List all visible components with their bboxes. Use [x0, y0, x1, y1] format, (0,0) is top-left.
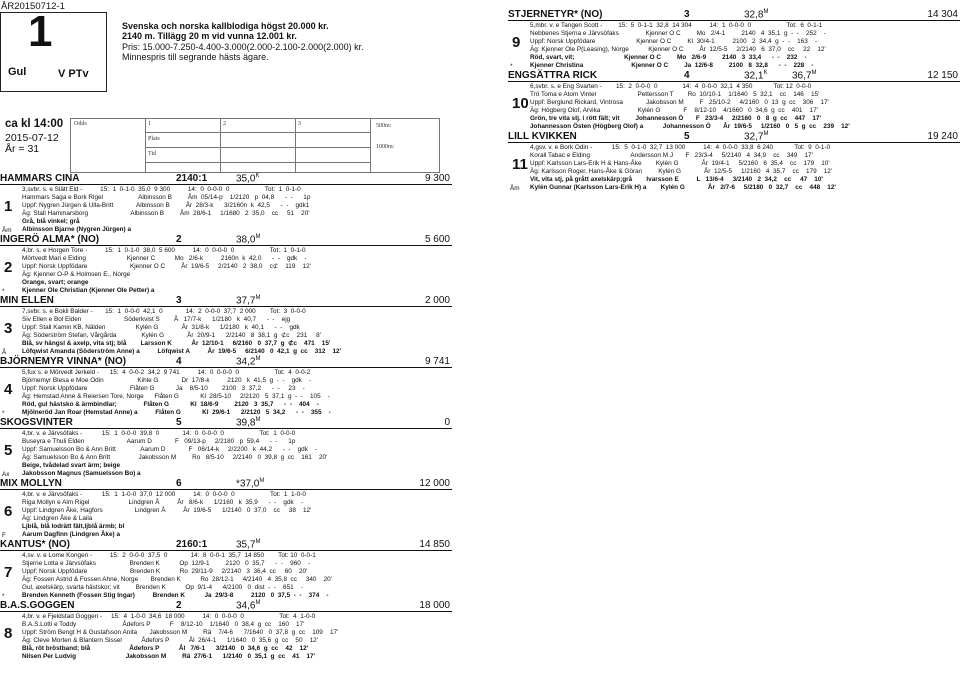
record-suffix: M	[763, 131, 769, 137]
bet-type: V PTv	[58, 68, 89, 80]
horse-line: 4,br. v. e Järvsöfaks - 15: 1 1-0-0 37,0 12 000 14: 0 0-0-0 0 Tot: 1 1-0-0	[22, 491, 306, 498]
shoe-prefix: *	[2, 410, 5, 417]
start-number: 9	[512, 34, 521, 51]
start-number: 8	[4, 625, 13, 642]
col-1-label: 1	[148, 121, 151, 127]
horse-line: Johannesson Östen (Högberg Olof) a Johannesson Ö År 19/6-5 1/2160 0 5 g ᴄᴄ 239 12'	[530, 123, 850, 130]
horse-entry	[0, 479, 452, 540]
horse-distance: 3	[176, 295, 182, 306]
horse-line: Nilsen Per Ludvig Jakobsson M Rä 27/6-1 1/2140 0 35,1 g ᴄᴄ 41 17'	[22, 653, 316, 660]
horse-line: Uppf: Lindgren Åke, Hagfors Lindgren Å År 19/6-5 1/2140 0 37,0 ᴄᴄ 38 12'	[22, 507, 312, 514]
record-suffix: M	[811, 70, 817, 76]
horse-header	[0, 296, 452, 307]
shoe-prefix: *	[2, 593, 5, 600]
horse-line: Äg: Söderström Stefan, Vårgårda Kylén G År 20/9-1 2/2140 8 38,1 g ⊄ᴄ 231 8'	[22, 332, 321, 339]
horse-line: Uppf: Ström Bengt H & Gustafsson Anita Jakobsson M Rä 7/4-6 7/1640 0 37,8 g ᴄᴄ 109 17'	[22, 629, 339, 636]
horse-line: Nebbenes Stjerna e Järvsöfaks Kjenner O C Mo 2/4-1 2140 4 35,1 g - - 252 -	[530, 30, 826, 37]
horse-entry	[508, 10, 960, 71]
record-suffix: M	[255, 600, 261, 606]
horse-name: HAMMARS CINA	[0, 173, 80, 184]
horse-record-2: $36,7^M$	[792, 70, 817, 82]
horse-name: SKOGSVINTER	[0, 417, 73, 428]
horse-header	[0, 174, 452, 185]
horse-earnings: 9 300	[424, 173, 450, 184]
race-condition-line: Pris: 15.000-7.250-4.400-3.000(2.000-2.100-2.000(2.000) kr.	[122, 41, 364, 52]
race-conditions	[122, 21, 364, 62]
horse-header	[0, 540, 452, 551]
record-suffix: M	[763, 9, 769, 15]
shoe-prefix: *	[2, 288, 5, 295]
horse-record: $34,6^M$	[236, 600, 261, 612]
horse-record: $32,8^M$	[744, 9, 769, 21]
shoe-prefix: *	[510, 63, 513, 70]
horse-line: Orange, svart; orange	[22, 279, 89, 286]
horse-earnings: 0	[444, 417, 450, 428]
horse-line: Kjenner Ole Christian (Kjenner Ole Petter) a	[22, 287, 155, 294]
horse-earnings: 2 000	[424, 295, 450, 306]
horse-line: Björnemyr Blesa e Moe Odin Kihle G Dr 17/8-k 2120 k 41,5 g - - gdk -	[22, 377, 312, 384]
horse-name: B.A.S.GOGGEN	[0, 600, 75, 611]
horse-entry	[0, 357, 452, 418]
horse-line: Aarum Dagfinn (Lindgren Åke) a	[22, 531, 120, 538]
horse-line: Kylén Gunnar (Karlsson Lars-Erik H) a Kylén G År 2/7-6 5/2180 0 32,7 ᴄᴄ 448 12'	[530, 184, 836, 191]
horse-distance: 3	[684, 9, 690, 20]
time-label: Tid	[148, 151, 157, 157]
horse-line: Uppf: Karlsson Lars-Erik H & Hans-Åke Kylén G År 19/4-1 5/2160 6 35,4 ᴄᴄ 179 10'	[530, 160, 830, 167]
start-number: 10	[512, 95, 529, 112]
horse-distance: 5	[684, 131, 690, 142]
place-label: Plats	[148, 136, 160, 142]
horse-header	[0, 418, 452, 429]
odds-label: Odds	[74, 121, 87, 127]
horse-line: Mörtvedt Mari e Elding Kjenner C Mo 2/6-k 2160n k 42,0 - - gdk -	[22, 255, 307, 262]
horse-line: Röd, svart, vit; Kjenner O C Mo 2/6-9 2140 3 33,4 - - 232 -	[530, 54, 807, 61]
horse-record: $34,2^M$	[236, 356, 261, 368]
horse-name: MIX MOLLYN	[0, 478, 62, 489]
horse-line: Äg: Cleve Morten & Blantern Sissel Ådefors P Ål 26/4-1 1/1640 0 35,6 g ᴄᴄ 50 12'	[22, 637, 318, 644]
horse-line: B.A.S.Lotti e Toddy Ådefors P F 8/12-10 1/1640 0 38,4 g ᴄᴄ 160 17'	[22, 621, 305, 628]
horse-line: Äg: Högberg Olof, Arvika Kylén G F 8/12-10 4/1660 0 34,6 g ᴄᴄ 401 17'	[530, 107, 818, 114]
record-suffix: M	[255, 539, 261, 545]
horse-record: $32,1^K$	[744, 70, 768, 82]
horse-distance: 2140:1	[176, 173, 208, 184]
horse-record: $39,8^M$	[236, 417, 261, 429]
horse-line: 4,sv. v. e Lome Kongen - 15: 2 0-0-0 37,5 0 14: 8 0-0-1 35,7 14 850 Tot: 10 0-0-1	[22, 552, 316, 559]
start-number: 3	[4, 320, 13, 337]
shoe-prefix: Å	[2, 349, 7, 356]
horse-entry	[0, 601, 452, 662]
horse-record: $35,7^M$	[236, 539, 261, 551]
race-condition-line: Svenska och norska kallblodiga högst 20.000 kr.	[122, 21, 329, 31]
record-suffix: M	[255, 234, 261, 240]
horse-line: Gul, axelskärp, svarta hästskor; vit Brenden K Op 9/1-4 4/2100 0 dist - - 651 -	[22, 584, 303, 591]
horse-list-right	[508, 10, 960, 193]
horse-entry	[508, 71, 960, 132]
col-3-label: 3	[298, 121, 301, 127]
shoe-prefix: F	[2, 532, 6, 539]
horse-line: Äg: Kjenner O-P & Holmsen E., Norge	[22, 271, 131, 278]
start-number: 1	[4, 198, 13, 215]
horse-distance: 2	[176, 600, 182, 611]
horse-line: Korall Tabac e Elding Andersson M J F 23/3-4 5/2140 4 34,9 ᴄᴄ 349 17'	[530, 152, 813, 159]
horse-entry	[0, 235, 452, 296]
horse-line: Äg: Lindgren Åke & Laila	[22, 515, 93, 522]
horse-list-left	[0, 174, 452, 662]
horse-line: Äg: Karlsson Roger, Hans-Åke & Göran Kylén G År 12/5-5 1/2160 4 35,7 ᴄᴄ 179 12'	[530, 168, 833, 175]
horse-line: Stjerne Lotta e Järvsöfaks Brenden K Op 12/9-1 2120 0 35,7 - - 960 -	[22, 560, 311, 567]
horse-line: Blå, sv hängsl & axelp, vita stj; blå Larsson K År 12/10-1 6/2160 0 37,7 g ⊄ᴄ 471 15'	[22, 340, 331, 347]
shoe-prefix: Åm	[2, 227, 12, 234]
horse-line: Blå, röt bröstband; blå Ådefors P Ål 7/6-1 3/2140 0 34,6 g ᴄᴄ 42 12'	[22, 645, 309, 652]
horse-distance: 2160:1	[176, 539, 208, 550]
horse-header	[508, 71, 960, 82]
start-number: 6	[4, 503, 13, 520]
horse-line: Uppf: Norsk Uppfödare Kjenner O C År 19/6-5 2/2140 2 38,0 ᴄ⊄ 119 12'	[22, 263, 311, 270]
horse-earnings: 12 000	[419, 478, 450, 489]
horse-header	[508, 10, 960, 21]
horse-line: 6,svbr. s. e Eng Svarten - 15: 2 0-0-0 0 14: 4 0-0-0 32,1 4 350 Tot: 12 0-0-0	[530, 83, 812, 90]
horse-header	[508, 132, 960, 143]
horse-line: 7,svbr. s. e Bokli Balder - 15: 1 0-0-0 42,1 0 14: 2 0-0-0 37,7 2 000 Tot: 3 0-0-0	[22, 308, 306, 315]
horse-line: Uppf: Stall Kamin KB, Nälden Kylén G År 31/8-k 1/2180 k 40,1 - - gdk	[22, 324, 300, 331]
horse-line: Äg: Hemstad Anne & Reiersen Tore, Norge Flåten G Kl 28/5-10 2/2120 5 37,1 g - - 105 -	[22, 393, 330, 400]
horse-line: Äg: Fossen Astrid & Fossen Ahne, Norge Brenden K Ro 28/12-1 4/2140 4 35,8 ᴄᴄ 340 20'	[22, 576, 332, 583]
horse-line: Beige, tvådelad svart ärm; beige	[22, 462, 121, 469]
horse-line: Äg: Stall Hammarsborg Albinsson B Åm 28/6-1 1/1680 2 35,0 ᴄᴄ 51 20'	[22, 210, 310, 217]
horse-header	[0, 357, 452, 368]
horse-header	[0, 601, 452, 612]
horse-line: Uppf: Berglund Rickard, Vintrosa Jakobsson M F 25/10-2 4/2160 0 13 g ᴄᴄ 306 17'	[530, 99, 829, 106]
horse-name: STJERNETYR* (NO)	[508, 9, 603, 20]
horse-name: ENGSÄTTRA RICK	[508, 70, 598, 81]
record-suffix: K	[763, 70, 768, 76]
col-2-label: 2	[223, 121, 226, 127]
horse-line: Brenden Kenneth (Fossen Stig Ingar) Brenden K Ja 29/3-8 2120 0 37,5 - - 374 -	[22, 592, 329, 599]
record-suffix: K	[255, 173, 260, 179]
horse-line: Uppf: Norsk Uppfödare Flåten G Ja 8/5-10 2100 3 37,2 - - 23 -	[22, 385, 305, 392]
start-number: 5	[4, 442, 13, 459]
horse-line: 4,br. v. e Fjeldstad Goggen - 15: 4 1-0-0 34,6 18 000 14: 0 0-0-0 0 Tot: 4 1-0-0	[22, 613, 316, 620]
horse-line: Grön, tre vita stj. i rött fält; vit Johannesson Ö F 23/3-4 2/2160 0 8 g ᴄᴄ 447 17'	[530, 115, 821, 122]
horse-earnings: 14 304	[927, 9, 958, 20]
horse-line: Siv Ellen e Bol Elden Söderkvist S Å 17/7-k 1/2180 k 40,7 - - ejg	[22, 316, 291, 323]
horse-line: Ljblå, blå lodrätt fält,ljblå ärmb; bl	[22, 523, 125, 530]
horse-line: 4,br. v. e Järvsöfaks - 15: 1 0-0-0 39,8 0 14: 0 0-0-0 0 Tot: 1 0-0-0	[22, 430, 296, 437]
horse-line: Vit, vita stj, på grått axelskärp;grå Ivarsson E L 13/6-4 3/2140 2 34,2 ᴄᴄ 47 10'	[530, 176, 823, 183]
horse-record: $*37,0^M$	[236, 478, 265, 490]
race-condition-line: Minnespris till segrande hästs ägare.	[122, 52, 269, 63]
race-condition-line: 2140 m. Tillägg 20 m vid vunna 12.001 kr.	[122, 31, 297, 42]
start-number: 2	[4, 259, 13, 276]
horse-line: Hammars Saga e Bork Rigel Albinsson B Åm 05/14-p 1/2120 p 04,8 - - 1p	[22, 194, 311, 201]
horse-line: Uppf: Nygren Jürgen & Ulla-Britt Albinsson B År 28/3-k 3/2160n k 42,5 - - gdk1	[22, 202, 310, 209]
record-suffix: M	[255, 295, 261, 301]
horse-line: 3,svbr. s. e Slätt Eld - 15: 1 0-1-0 35,0 9 300 14: 0 0-0-0 0 Tot: 1 0-1-0	[22, 186, 301, 193]
horse-distance: 6	[176, 478, 182, 489]
record-suffix: M	[255, 417, 261, 423]
horse-earnings: 12 150	[927, 70, 958, 81]
horse-line: Uppf: Samuelsson Bo & Ann Britt Aarum D F 06/14-k 2/2200 k 44,2 - - gdk -	[22, 446, 318, 453]
horse-line: 4,br. s. e Horgen Tore - 15: 1 0-1-0 38,0 5 600 14: 0 0-0-0 0 Tot: 1 0-1-0	[22, 247, 306, 254]
horse-record: $35,0^K$	[236, 173, 260, 185]
horse-record: $37,7^M$	[236, 295, 261, 307]
horse-entry	[0, 296, 452, 357]
start-number: 7	[4, 564, 13, 581]
horse-record: $32,7^M$	[744, 131, 769, 143]
m500-label: 500m:	[376, 123, 392, 129]
horse-line: 5,mbr. v. e Tangen Scott - 15: 5 0-1-1 32,8 14 304 14: 1 0-0-0 0 Tot: 6 0-1-1	[530, 22, 823, 29]
horse-name: INGERÖ ALMA* (NO)	[0, 234, 100, 245]
horse-name: KANTUS* (NO)	[0, 539, 70, 550]
age-label: År = 31	[5, 143, 40, 155]
race-number-box	[0, 7, 107, 92]
horse-entry	[508, 132, 960, 193]
track-color: Gul	[8, 66, 27, 78]
start-number: 11	[512, 156, 528, 173]
horse-line: Trö Toma e Atom Vinter Pettersson T Ro 10/10-1 1/1640 5 32,1 ᴄᴄ 146 15'	[530, 91, 820, 98]
horse-earnings: 18 000	[419, 600, 450, 611]
shoe-prefix: Ax	[2, 471, 10, 478]
horse-line: Grå, blå vinkel; grå	[22, 218, 80, 225]
horse-earnings: 5 600	[424, 234, 450, 245]
horse-record: $38,0^M$	[236, 234, 261, 246]
horse-line: Buseyra e Thuli Elden Aarum D F 09/13-p 2/2180 p 59,4 - - 1p	[22, 438, 296, 445]
horse-entry	[0, 540, 452, 601]
horse-line: Kjenner Christina Kjenner O C Ja 12/6-8 2100 8 32,8 - - 228 -	[530, 62, 814, 69]
horse-line: Mjölneröd Jan Roar (Hemstad Anne) a Flåten G Kl 29/6-1 2/2120 5 34,2 - - 355 -	[22, 409, 331, 416]
horse-earnings: 9 741	[424, 356, 450, 367]
horse-line: 5,fux s. e Mörvedt Jerkeld - 15: 4 0-0-2 34,2 9 741 14: 0 0-0-0 0 Tot: 4 0-0-2	[22, 369, 311, 376]
horse-header	[0, 235, 452, 246]
horse-line: Äg: Kjenner Ole P(Leasing), Norge Kjenner O C År 12/5-5 2/2140 6 37,0 ᴄᴄ 22 12'	[530, 46, 826, 53]
m1000-label: 1000m:	[376, 144, 395, 150]
horse-line: Jakobsson Magnus (Samuelsson Bo) a	[22, 470, 141, 477]
horse-earnings: 14 850	[419, 539, 450, 550]
race-number: 1	[28, 7, 53, 56]
horse-line: Löfqwist Amanda (Söderström Anne) a Löfqwist A År 19/6-5 6/2140 0 42,1 g ᴄᴄ 312 12'	[22, 348, 342, 355]
horse-line: Röd, gul hästsko & ärmbindlar; Flåten G Kl 18/6-9 2120 3 35,7 - - 404 -	[22, 401, 319, 408]
record-suffix: M	[259, 478, 265, 484]
horse-distance: 2	[176, 234, 182, 245]
horse-line: 4,gsv. v. e Bork Odin - 15: 5 0-1-0 32,7 13 000 14: 4 0-0-0 33,8 6 240 Tot: 9 0-1-0	[530, 144, 831, 151]
horse-line: Uppf: Norsk Uppfödare Brenden K Ro 29/11-9 2/2140 3 36,4 ᴄᴄ 60 20'	[22, 568, 308, 575]
record-suffix: M	[255, 356, 261, 362]
horse-entry	[0, 174, 452, 235]
race-id: ÅR20150712-1	[1, 1, 65, 12]
shoe-prefix: Åm	[510, 185, 520, 192]
horse-line: Äg: Samuelsson Bo & Ann Britt Jakobsson M Ro 8/5-10 2/2140 0 39,8 g ᴄᴄ 161 20'	[22, 454, 328, 461]
horse-line: Riga Mollyn e Alm Rigel Lindgren Å År 8/6-k 1/2160 k 35,9 - - gdk -	[22, 499, 303, 506]
horse-header	[0, 479, 452, 490]
start-time: ca kl 14:00	[5, 118, 64, 130]
horse-distance: 4	[684, 70, 690, 81]
race-date: 2015-07-12	[5, 132, 59, 144]
horse-name: LILL KVIKKEN	[508, 131, 577, 142]
start-number: 4	[4, 381, 13, 398]
horse-line: Albinsson Bjarne (Nygren Jürgen) a	[22, 226, 132, 233]
horse-line: Uppf: Norsk Uppfödare Kjenner O C Kl 30/4-1 2100 2 34,4 g - - 163 -	[530, 38, 817, 45]
horse-name: BJÖRNEMYR VINNA* (NO)	[0, 356, 127, 367]
horse-earnings: 19 240	[927, 131, 958, 142]
horse-distance: 4	[176, 356, 182, 367]
horse-distance: 5	[176, 417, 182, 428]
horse-name: MIN ELLEN	[0, 295, 54, 306]
horse-entry	[0, 418, 452, 479]
